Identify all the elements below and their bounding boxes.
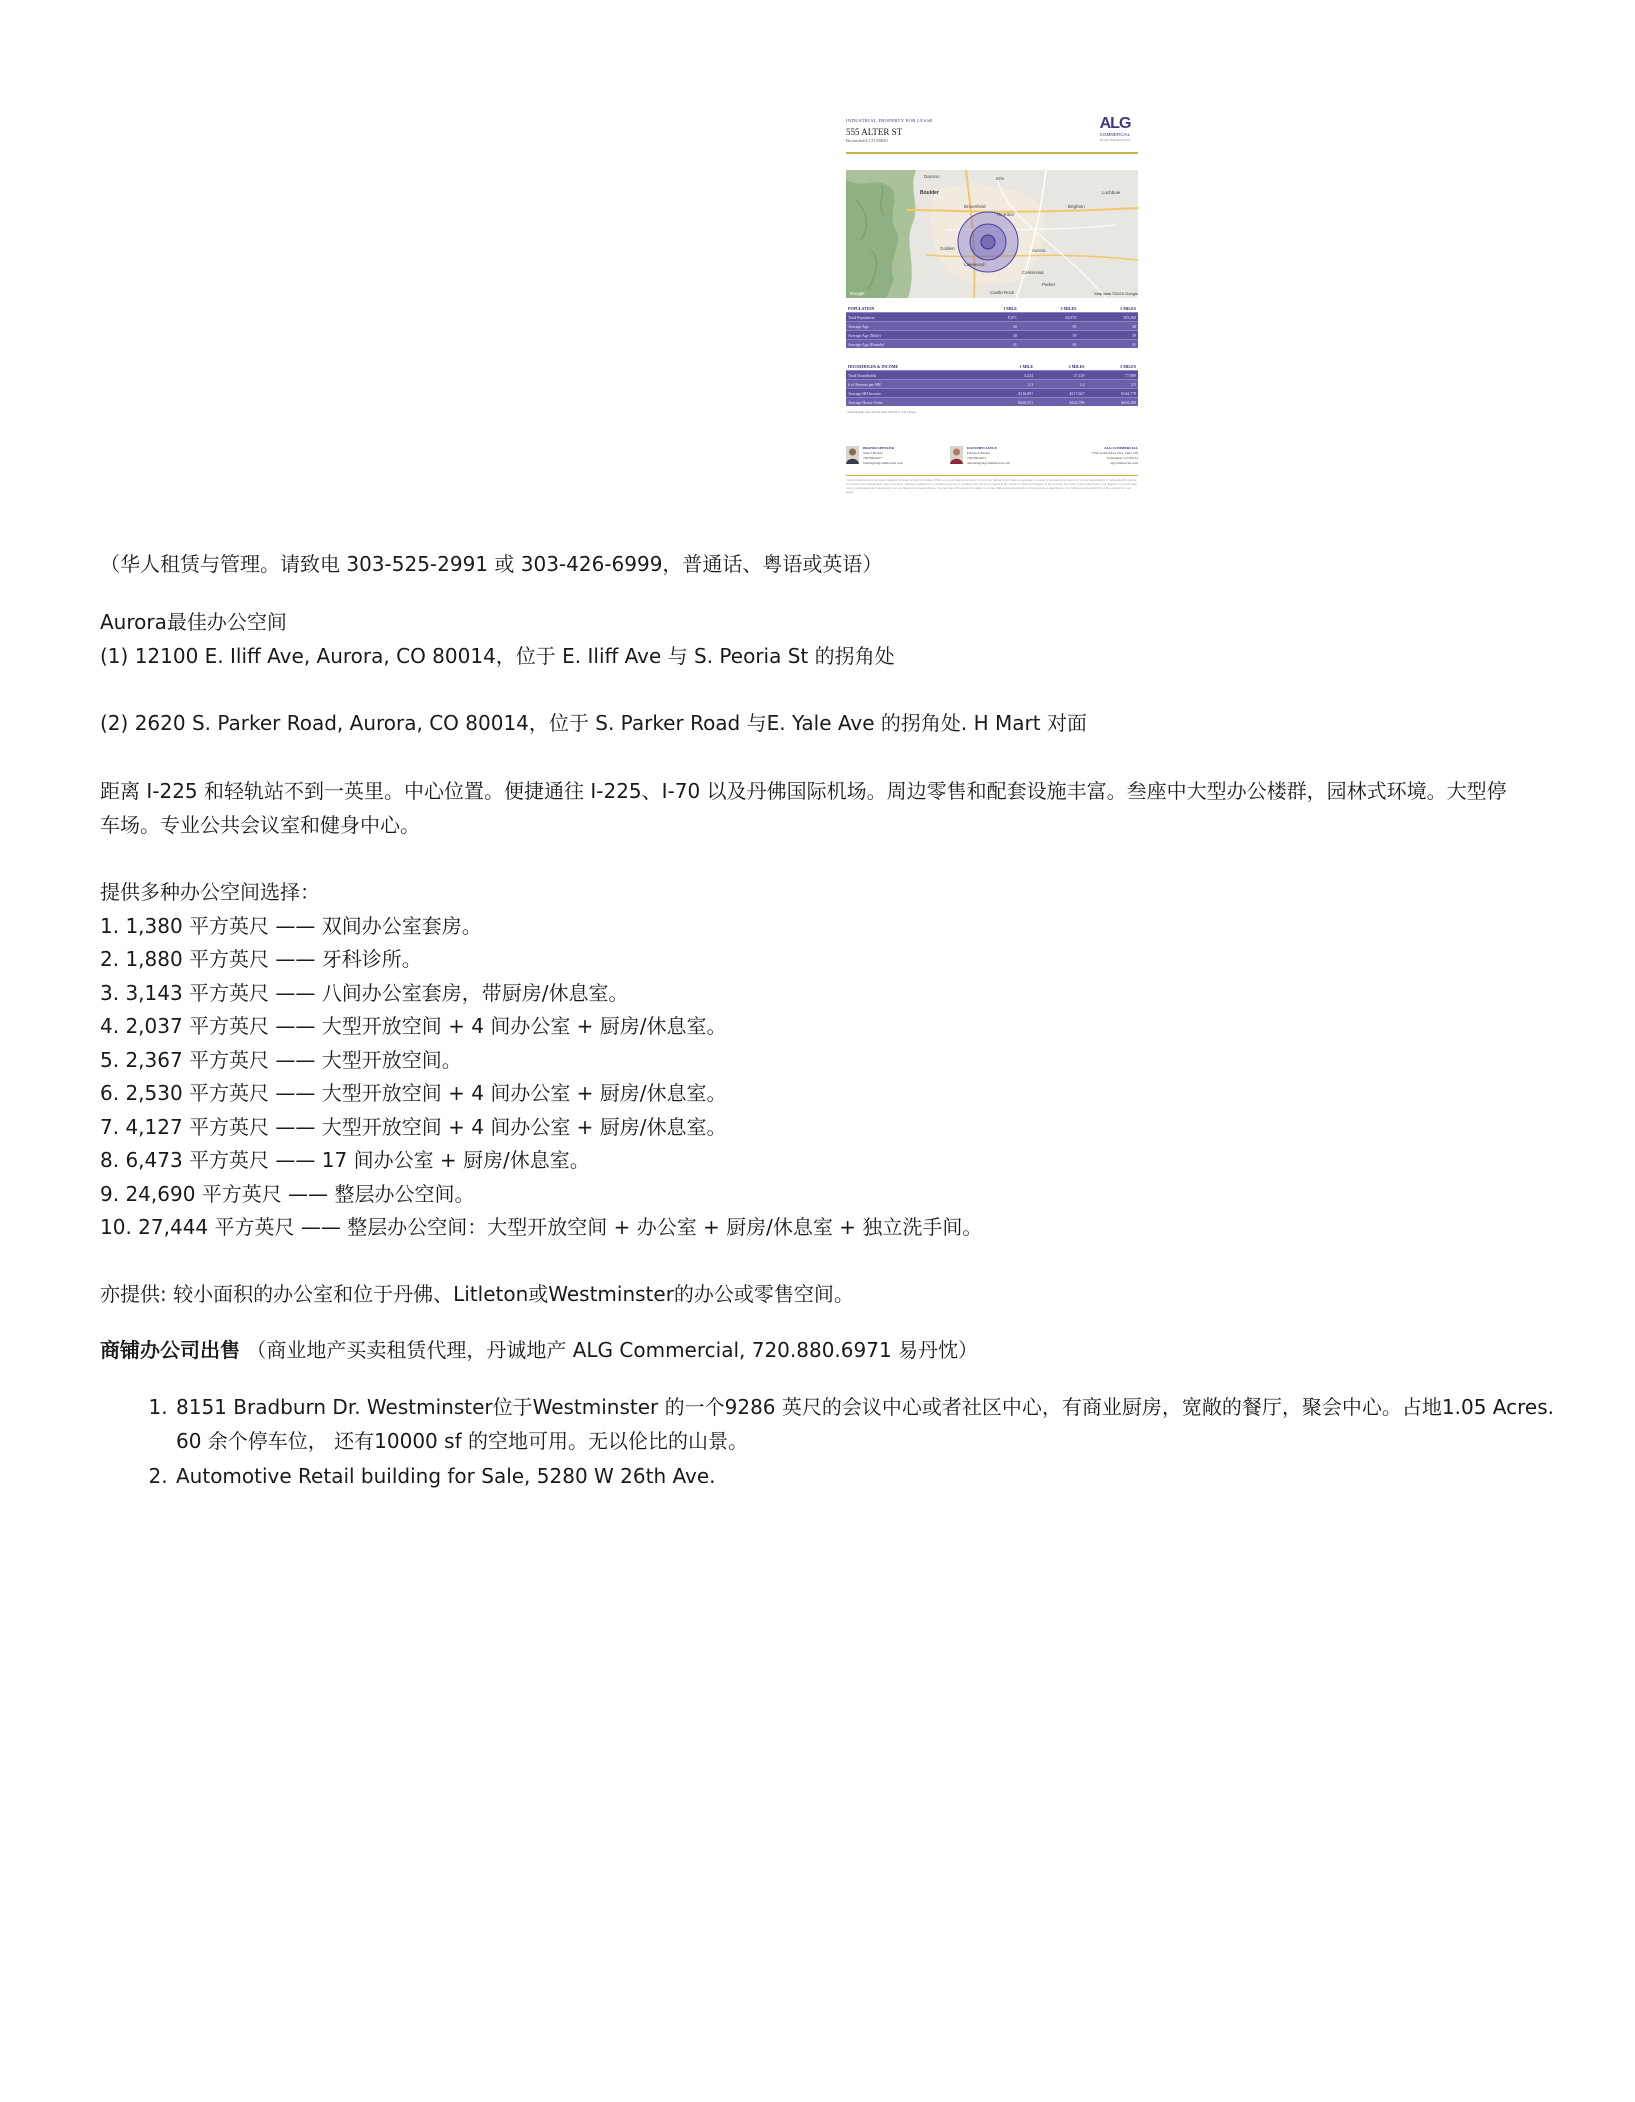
table-row (846, 398, 1138, 407)
agent-phone: 720.880.6977 (863, 456, 883, 460)
table-header-cell: 5 MILES (1087, 362, 1138, 371)
table-note: * Demographic data derived from 2020 ACS - US Census (846, 410, 916, 414)
households-table (846, 362, 1138, 406)
table-cell: Total Households (846, 371, 986, 380)
table-cell: 27,129 (1035, 371, 1086, 380)
table-cell: 2.5 (1087, 380, 1138, 389)
table-cell: 4,224 (986, 371, 1035, 380)
table-header-cell: 5 MILES (1078, 304, 1138, 313)
map-label: Aurora (1032, 248, 1046, 253)
table-cell: 193,260 (1078, 313, 1138, 322)
table-header-row (846, 304, 1138, 313)
table-cell: 40 (1019, 340, 1079, 349)
agent-name: BRANDI SPENCER (863, 446, 895, 450)
agent-name: DANCHEN ASTLE (967, 446, 997, 450)
table-cell: 2.4 (1035, 380, 1086, 389)
option-item: 8. 6,473 平方英尺 —— 17 间办公室 + 厨房/休息室。 (100, 1148, 590, 1172)
table-row (846, 389, 1138, 398)
company-line: algcommercial.com (1110, 461, 1138, 465)
sale-heading-line (100, 1333, 978, 1367)
sale-heading: 商铺办公司出售 (100, 1338, 240, 1362)
also-offer-line: 亦提供: 较小面积的办公室和位于丹佛、Litleton或Westminster的办公或零售空间。 (100, 1282, 854, 1306)
company-line: 7334 South Alton Way, Suite 130 (1091, 451, 1138, 455)
table-cell: $117,667 (1035, 389, 1086, 398)
alg-logo (1092, 116, 1138, 142)
agent-email: brandi@algcommercial.com (863, 461, 903, 465)
table-row (846, 313, 1138, 322)
flyer-map (846, 170, 1138, 298)
table-cell: 41 (966, 340, 1019, 349)
map-label: Broomfield (964, 204, 986, 209)
map-label: Lochbuie (1102, 190, 1121, 195)
flyer-contacts (846, 446, 1138, 470)
map-label: Thornton (996, 212, 1015, 217)
map-attribution: Map data ©2020 Google (1094, 291, 1138, 296)
option-item: 5. 2,367 平方英尺 —— 大型开放空间。 (100, 1048, 462, 1072)
location-2: (2) 2620 S. Parker Road, Aurora, CO 80014，位于 S. Parker Road 与E. Yale Ave 的拐角处. H Mart 对面 (100, 711, 1087, 735)
table-row (846, 380, 1138, 389)
flyer-city: Broomfield, CO 80020 (846, 138, 888, 143)
table-cell: Total Population (846, 313, 966, 322)
logo-main: ALG (1099, 115, 1131, 132)
table-header-cell: 3 MILES (1035, 362, 1086, 371)
table-cell: 40 (1078, 322, 1138, 331)
table-cell: 64,870 (1019, 313, 1079, 322)
table-cell: 2.3 (986, 380, 1035, 389)
option-item: 10. 27,444 平方英尺 —— 整层办公空间：大型开放空间 + 办公室 + 厨房/休息室 + 独立洗手间。 (100, 1215, 983, 1239)
aurora-heading: Aurora最佳办公空间 (100, 610, 287, 634)
agent-email: danchen@algcommercial.com (967, 461, 1010, 465)
intro-contact-line: （华人租赁与管理。请致电 303-525-2991 或 303-426-6999，普通话、粤语或英语） (100, 552, 883, 576)
population-table (846, 304, 1138, 348)
map-label: Centennial (1022, 270, 1044, 275)
agent-photo (950, 446, 963, 464)
table-header-row (846, 362, 1138, 371)
option-item: 4. 2,037 平方英尺 —— 大型开放空间 + 4 间办公室 + 厨房/休息室。 (100, 1014, 727, 1038)
options-heading: 提供多种办公空间选择： (100, 880, 320, 904)
table-cell: # of Persons per HH (846, 380, 986, 389)
table-row (846, 322, 1138, 331)
map-label: Boulder (920, 190, 939, 196)
table-header-cell: HOUSEHOLDS & INCOME (846, 362, 986, 371)
table-cell: 39 (1019, 331, 1079, 340)
map-label: Lakewood (964, 262, 985, 267)
option-item: 9. 24,690 平方英尺 —— 整层办公空间。 (100, 1182, 475, 1206)
table-cell: 41 (1078, 340, 1138, 349)
sale-list (100, 1390, 1584, 1493)
table-header-cell: 1 MILE (966, 304, 1019, 313)
flyer-gold-rule (846, 152, 1138, 154)
table-cell: 77,089 (1087, 371, 1138, 380)
sale-note: （商业地产买卖租赁代理，丹诚地产 ALG Commercial, 720.880.6971 易丹忱） (240, 1338, 979, 1362)
option-item: 7. 4,127 平方英尺 —— 大型开放空间 + 4 间办公室 + 厨房/休息室。 (100, 1115, 727, 1139)
map-google-logo: Google (850, 291, 865, 296)
table-row (846, 371, 1138, 380)
option-item: 6. 2,530 平方英尺 —— 大型开放空间 + 4 间办公室 + 厨房/休息室。 (100, 1081, 727, 1105)
option-item: 1. 1,380 平方英尺 —— 双间办公室套房。 (100, 914, 482, 938)
map-label: Erie (996, 176, 1005, 181)
sale-item: 1. 8151 Bradburn Dr. Westminster位于Westminster 的一个9286 英尺的会议中心或者社区中心，有商业厨房，宽敞的餐厅，聚会中心。占地1.05 Acres. 60 余个停车位， 还有10000 sf 的空地可用。无以伦比的山景。 (174, 1390, 1584, 1458)
flyer-category: INDUSTRIAL PROPERTY FOR LEASE (846, 118, 934, 123)
table-cell: 39 (1078, 331, 1138, 340)
property-flyer-image (844, 114, 1140, 502)
table-cell: 40 (966, 331, 1019, 340)
map-label: Golden (940, 246, 955, 251)
table-cell: $420,531 (986, 398, 1035, 407)
table-cell: $116,891 (986, 389, 1035, 398)
company-line: Centennial, CO 80112 (1106, 456, 1138, 460)
table-cell: Average Age (Male) (846, 331, 966, 340)
agent-photo (846, 446, 859, 464)
map-label: Brighton (1068, 204, 1085, 209)
agent-phone: 720.880.6971 (967, 456, 987, 460)
table-header-cell: 1 MILE (986, 362, 1035, 371)
company-name: ALG COMMERCIAL (1104, 446, 1138, 450)
agent-title: Principal Broker (967, 451, 991, 455)
map-label: Dacono (924, 174, 940, 179)
table-cell: Average House Value (846, 398, 986, 407)
flyer-address: 555 ALTER ST (846, 127, 903, 137)
table-cell: $144,778 (1087, 389, 1138, 398)
location-1: (1) 12100 E. Iliff Ave, Aurora, CO 80014，位于 E. Iliff Ave 与 S. Peoria St 的拐角处 (100, 644, 895, 668)
option-item: 2. 1,880 平方英尺 —— 牙科诊所。 (100, 947, 422, 971)
table-cell: 39 (1019, 322, 1079, 331)
logo-sub: COMMERCIAL (1099, 132, 1131, 137)
map-label: Parker (1042, 282, 1056, 287)
agent-title: Senior Broker (863, 451, 883, 455)
map-label: Castle Rock (990, 290, 1015, 295)
description-paragraph: 距离 I-225 和轻轨站不到一英里。中心位置。便捷通往 I-225、I-70 以及丹佛国际机场。周边零售和配套设施丰富。叁座中大型办公楼群，园林式环境。大型停车场。专业公共会议室和健身中心。 (100, 779, 1507, 837)
table-cell: Average Age (Female) (846, 340, 966, 349)
company-contact (1091, 446, 1138, 466)
table-header-cell: POPULATION (846, 304, 966, 313)
table-header-cell: 3 MILES (1019, 304, 1079, 313)
table-cell: Average HH Income (846, 389, 986, 398)
flyer-disclaimer: The information above has been obtained from sources believed reliable. While we do not doubt its accuracy we have not verified it and make no guarantee, warranty or representation about it. It is your responsibility to independently confirm its accuracy and completeness. Any projections, opinions, assumptions or estimates used are for example only and do not represent the current or future performance of the property. The value of this transaction to you depends on tax and other factors which should be evaluated by your tax, financial and legal advisors. You and your advisors should conduct a careful, independent investigation of the property to determine to your satisfaction the suitability of the property for your needs. (846, 475, 1138, 494)
table-cell: 40 (966, 322, 1019, 331)
table-cell: $434,780 (1035, 398, 1086, 407)
table-cell: $410,288 (1087, 398, 1138, 407)
sale-item: 2. Automotive Retail building for Sale, 5280 W 26th Ave. (174, 1459, 1584, 1493)
table-cell: 9,971 (966, 313, 1019, 322)
table-row (846, 340, 1138, 349)
option-item: 3. 3,143 平方英尺 —— 八间办公室套房，带厨房/休息室。 (100, 981, 629, 1005)
table-cell: Average Age (846, 322, 966, 331)
logo-tag: Proudly Building Houses (1099, 138, 1131, 142)
table-row (846, 331, 1138, 340)
